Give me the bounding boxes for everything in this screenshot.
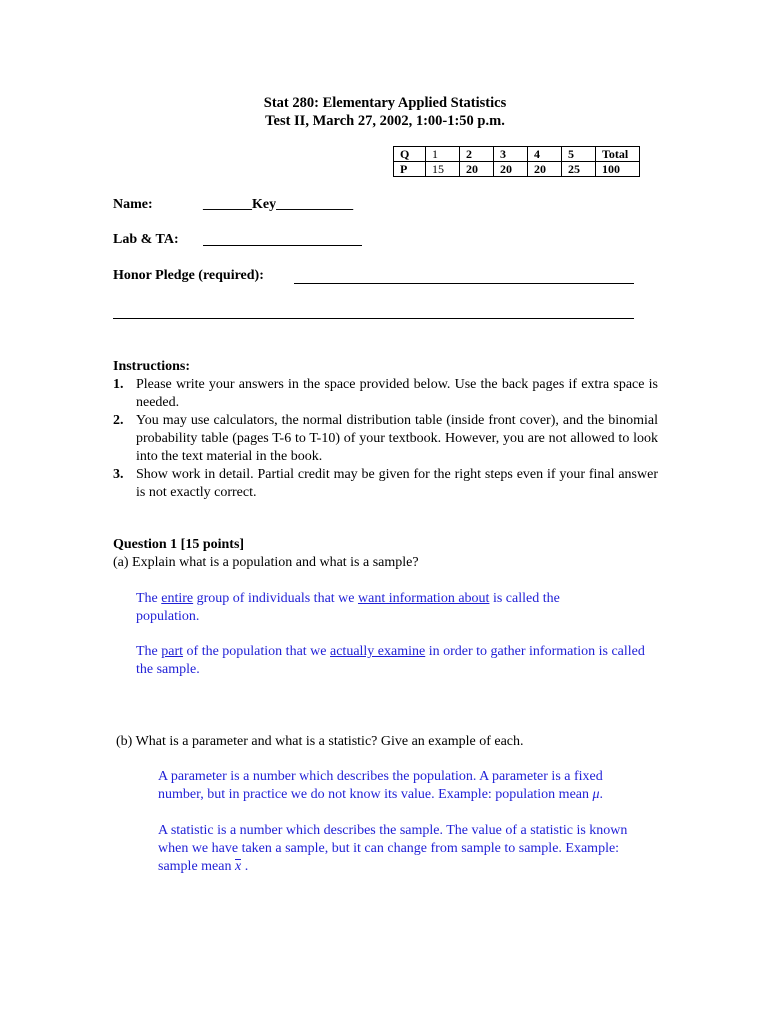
score-cell: 2: [460, 147, 494, 162]
score-table: [393, 146, 640, 177]
instruction-item: [113, 376, 658, 412]
score-cell: P: [394, 162, 426, 177]
score-cell: 4: [528, 147, 562, 162]
question-1b: (b) What is a parameter and what is a statistic? Give an example of each.: [116, 734, 524, 749]
instruction-item: [113, 466, 658, 502]
question-1a: [113, 554, 419, 572]
answer-text: .: [241, 859, 249, 874]
score-cell: 20: [460, 162, 494, 177]
x-bar-symbol: x: [234, 859, 242, 874]
lab-ta-label: Lab & TA:: [113, 232, 179, 247]
instruction-item: [113, 412, 658, 466]
test-title: Test II, March 27, 2002, 1:00-1:50 p.m.: [265, 113, 505, 129]
score-cell: 25: [562, 162, 596, 177]
score-cell: 1: [426, 147, 460, 162]
question-1a-label: (a): [113, 555, 129, 570]
name-label: Name:: [113, 197, 153, 212]
score-cell: 20: [494, 162, 528, 177]
answer-text: A parameter is a number which describes the population. A parameter is a fixed number, but in practice we do not know its value. Example: population mean: [158, 769, 603, 802]
answer-underline: entire: [161, 591, 194, 606]
score-cell: 3: [494, 147, 528, 162]
instruction-text: You may use calculators, the normal distribution table (inside front cover), and the binomial probability table (pages T-6 to T-10) of your textbook. However, you are not allowed to look into the text material in the book.: [136, 413, 658, 464]
answer-text: of the population that we: [183, 644, 330, 659]
honor-pledge-label: Honor Pledge (required):: [113, 268, 264, 283]
honor-pledge-field[interactable]: [294, 283, 634, 284]
question-1a-text: Explain what is a population and what is a sample?: [132, 555, 419, 570]
honor-pledge-field-line-2[interactable]: [113, 318, 634, 319]
answer-text: group of individuals that we: [193, 591, 359, 606]
instruction-text: Show work in detail. Partial credit may be given for the right steps even if your final answer is not exactly correct.: [136, 467, 658, 500]
answer-1a-sample: [136, 643, 656, 679]
answer-underline: part: [161, 644, 184, 659]
score-row-questions: [394, 147, 640, 162]
answer-underline: actually examine: [330, 644, 426, 659]
score-cell: 15: [426, 162, 460, 177]
answer-text: The: [136, 644, 162, 659]
question-1-heading: Question 1 [15 points]: [113, 537, 245, 552]
instruction-number: 1.: [113, 377, 124, 392]
score-cell: Q: [394, 147, 426, 162]
answer-text: .: [599, 787, 604, 802]
answer-underline: want information about: [358, 591, 490, 606]
answer-1b-parameter: [158, 768, 648, 804]
name-value: _______Key___________: [203, 197, 354, 212]
answer-text: in order to gather information is called the sample.: [136, 644, 645, 677]
instructions-list: [113, 376, 658, 502]
instructions: [113, 358, 658, 502]
page-header: [0, 94, 770, 130]
instruction-number: 3.: [113, 467, 124, 482]
score-row-points: [394, 162, 640, 177]
answer-1b-statistic: [158, 822, 648, 876]
score-cell: 5: [562, 147, 596, 162]
score-cell: 20: [528, 162, 562, 177]
answer-text: is called the population.: [136, 591, 560, 624]
answer-text: The: [136, 591, 162, 606]
instructions-heading: Instructions:: [113, 359, 191, 374]
instruction-number: 2.: [113, 413, 124, 428]
mu-symbol: μ: [592, 787, 600, 802]
lab-ta-field[interactable]: [203, 245, 362, 246]
answer-1a-population: [136, 590, 616, 626]
score-cell: Total: [596, 147, 640, 162]
answer-text: A statistic is a number which describes the sample. The value of a statistic is known when we have taken a sample, but it can change from sample to sample. Example: sample mean: [158, 823, 628, 874]
score-cell: 100: [596, 162, 640, 177]
course-title: Stat 280: Elementary Applied Statistics: [263, 95, 507, 111]
instruction-text: Please write your answers in the space provided below. Use the back pages if extra space is needed.: [136, 377, 658, 410]
